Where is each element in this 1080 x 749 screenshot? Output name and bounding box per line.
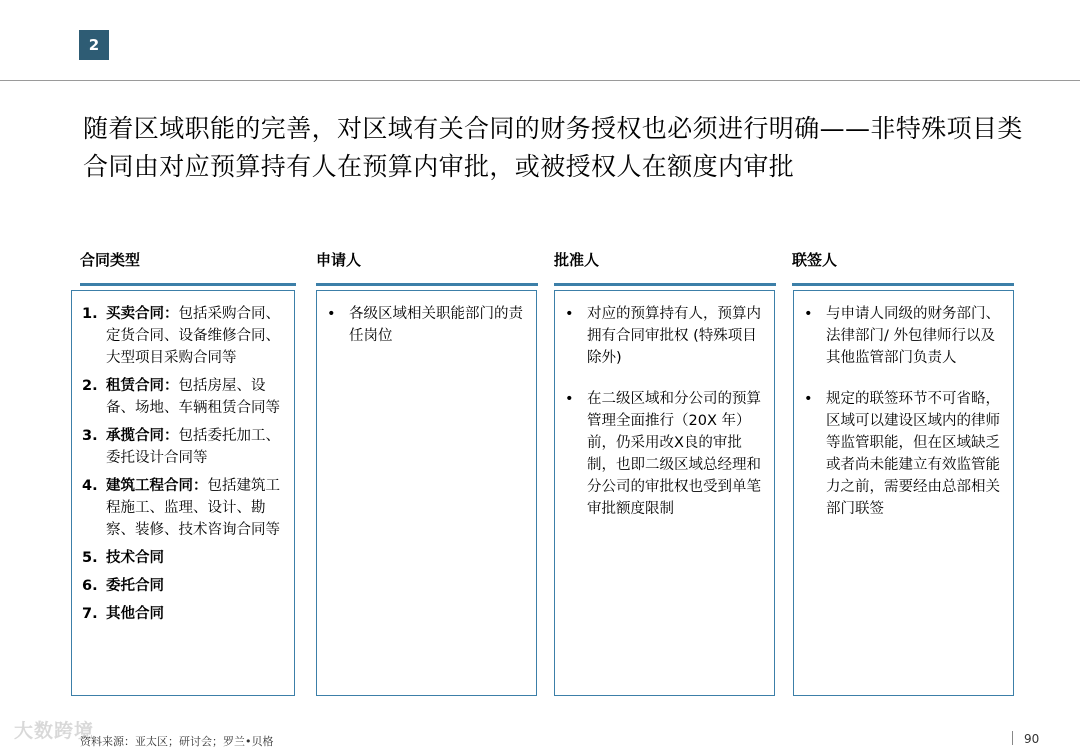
bullet-icon: • <box>565 391 574 407</box>
bullet-icon: • <box>565 306 574 322</box>
cosigner-box <box>793 290 1014 696</box>
list-item <box>327 303 524 347</box>
contract-name: 其他合同 <box>106 606 164 622</box>
item-number: 7. <box>82 606 98 622</box>
contract-name: 承揽合同： <box>106 428 179 444</box>
list-item <box>82 475 282 541</box>
bullet-icon: • <box>327 306 336 322</box>
bullet-icon: • <box>804 391 813 407</box>
contract-type-list <box>82 303 282 625</box>
list-item <box>82 303 282 369</box>
bullet-text: 与申请人同级的财务部门、法律部门/ 外包律师行以及其他监管部门负责人 <box>826 306 1000 366</box>
item-number: 6. <box>82 578 98 594</box>
list-item <box>82 603 282 625</box>
page-number-divider <box>1012 731 1013 745</box>
column-header-contract-type: 合同类型 <box>80 248 296 286</box>
contract-description: 包括委托加工、委托设计合同等 <box>106 428 280 466</box>
list-item <box>804 388 1001 520</box>
list-item <box>82 547 282 569</box>
item-number: 3. <box>82 428 98 444</box>
list-item <box>565 303 762 369</box>
applicant-list <box>327 303 524 347</box>
bullet-text: 各级区域相关职能部门的责任岗位 <box>349 306 523 344</box>
bullet-text: 规定的联签环节不可省略，区域可以建设区域内的律师等监管职能，但在区域缺乏或者尚未能建立有效监管能力之前，需要经由总部相关部门联签 <box>826 391 1000 517</box>
contract-description: 包括建筑工程施工、监理、设计、勘察、装修、技术咨询合同等 <box>106 478 280 538</box>
item-number: 1. <box>82 306 98 322</box>
contract-name: 租赁合同： <box>106 378 179 394</box>
item-number: 2. <box>82 378 98 394</box>
contract-name: 建筑工程合同： <box>106 478 208 494</box>
contract-name: 买卖合同： <box>106 306 179 322</box>
item-number: 5. <box>82 550 98 566</box>
list-item <box>82 425 282 469</box>
contract-description: 包括采购合同、定货合同、设备维修合同、大型项目采购合同等 <box>106 306 280 366</box>
applicant-box <box>316 290 537 696</box>
slide-title: 随着区域职能的完善，对区域有关合同的财务授权也必须进行明确——非特殊项目类合同由对应预算持有人在预算内审批，或被授权人在额度内审批 <box>83 114 1023 181</box>
bullet-icon: • <box>804 306 813 322</box>
page-badge: 2 <box>79 30 109 60</box>
column-header-cosigner: 联签人 <box>792 248 1014 286</box>
contract-name: 委托合同 <box>106 578 164 594</box>
column-header-approver: 批准人 <box>554 248 776 286</box>
approver-box <box>554 290 775 696</box>
contract-type-box <box>71 290 295 696</box>
list-item <box>565 388 762 520</box>
page-number: 90 <box>1024 732 1040 746</box>
source-footnote: 资料来源：亚太区；研讨会；罗兰•贝格 <box>80 735 274 748</box>
header-divider <box>0 80 1080 81</box>
cosigner-list <box>804 303 1001 520</box>
contract-description: 包括房屋、设备、场地、车辆租赁合同等 <box>106 378 280 416</box>
list-item <box>82 575 282 597</box>
list-item <box>804 303 1001 369</box>
approver-list <box>565 303 762 520</box>
list-item <box>82 375 282 419</box>
item-number: 4. <box>82 478 98 494</box>
column-header-applicant: 申请人 <box>316 248 538 286</box>
bullet-text: 在二级区域和分公司的预算管理全面推行（20X 年）前，仍采用改X良的审批制，也即二级区域总经理和分公司的审批权也受到单笔审批额度限制 <box>587 391 761 517</box>
contract-name: 技术合同 <box>106 550 164 566</box>
bullet-text: 对应的预算持有人，预算内拥有合同审批权 (特殊项目除外) <box>587 306 761 366</box>
watermark: 大数跨境 <box>14 720 95 742</box>
